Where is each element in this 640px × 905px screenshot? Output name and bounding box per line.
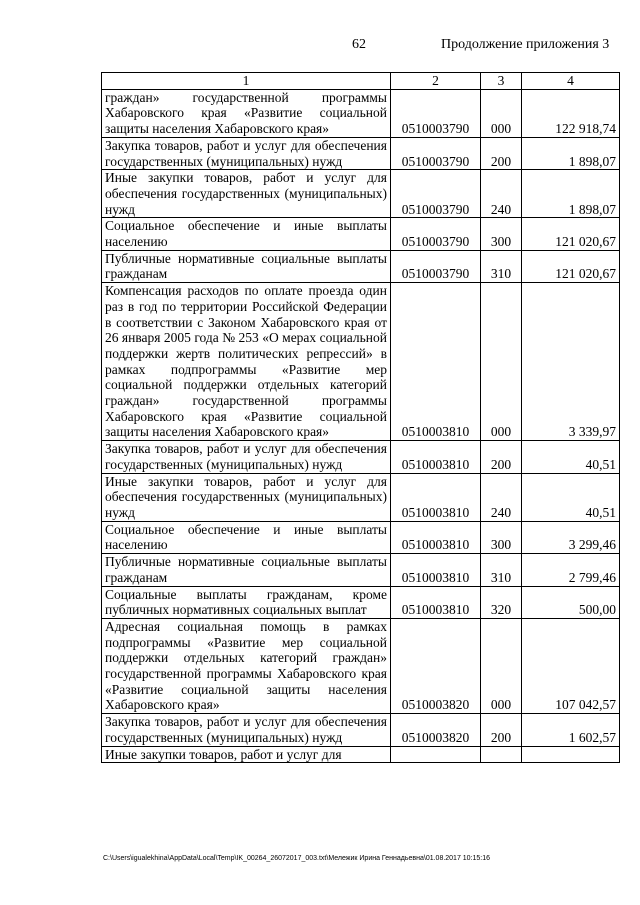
page-number: 62 bbox=[352, 37, 366, 52]
expense-type-cell: 300 bbox=[481, 218, 522, 250]
amount-cell: 122 918,74 bbox=[522, 89, 620, 137]
expense-type-cell: 000 bbox=[481, 89, 522, 137]
target-code-cell: 0510003810 bbox=[391, 586, 481, 618]
expense-type-cell bbox=[481, 746, 522, 763]
expense-type-cell: 310 bbox=[481, 250, 522, 282]
description-cell: Компенсация расходов по оплате проезда один раз в год по территории Российской Федерации в соответствии с Законом Хабаровского края от 26 января 2005 года № 253 «О мерах социальной поддержки жертв политических репрессий» в рамках подпрограммы «Развитие мер социальной поддержки отдельных категорий граждан» государственной программы Хабаровского края «Развитие социальной защиты населения Хабаровского края» bbox=[102, 283, 391, 441]
budget-table bbox=[101, 72, 620, 763]
amount-cell: 1 602,57 bbox=[522, 714, 620, 746]
table-row bbox=[102, 170, 620, 218]
target-code-cell: 0510003790 bbox=[391, 250, 481, 282]
expense-type-cell: 240 bbox=[481, 170, 522, 218]
table-row bbox=[102, 250, 620, 282]
description-cell: Адресная социальная помощь в рамках подпрограммы «Развитие мер социальной поддержки отдельных категорий граждан» государственной программы Хабаровского края «Развитие социальной защиты населения Хабаровского края» bbox=[102, 618, 391, 713]
target-code-cell: 0510003820 bbox=[391, 714, 481, 746]
expense-type-cell: 310 bbox=[481, 554, 522, 586]
target-code-cell: 0510003810 bbox=[391, 473, 481, 521]
amount-cell bbox=[522, 746, 620, 763]
description-cell: Публичные нормативные социальные выплаты гражданам bbox=[102, 554, 391, 586]
table-row bbox=[102, 473, 620, 521]
expense-type-cell: 200 bbox=[481, 137, 522, 169]
amount-cell: 500,00 bbox=[522, 586, 620, 618]
expense-type-cell: 200 bbox=[481, 714, 522, 746]
description-cell: Иные закупки товаров, работ и услуг для обеспечения государственных (муниципальных) нужд bbox=[102, 170, 391, 218]
table-row bbox=[102, 89, 620, 137]
table-row bbox=[102, 746, 620, 763]
description-cell: Социальное обеспечение и иные выплаты населению bbox=[102, 218, 391, 250]
table-row bbox=[102, 283, 620, 441]
table-row bbox=[102, 218, 620, 250]
target-code-cell: 0510003810 bbox=[391, 441, 481, 473]
description-cell: Иные закупки товаров, работ и услуг для bbox=[102, 746, 391, 763]
table-row bbox=[102, 586, 620, 618]
table-row bbox=[102, 441, 620, 473]
target-code-cell: 0510003810 bbox=[391, 521, 481, 553]
description-cell: граждан» государственной программы Хабаровского края «Развитие социальной защиты населения Хабаровского края» bbox=[102, 89, 391, 137]
amount-cell: 1 898,07 bbox=[522, 137, 620, 169]
amount-cell: 40,51 bbox=[522, 441, 620, 473]
table-row bbox=[102, 521, 620, 553]
column-header: 4 bbox=[522, 73, 620, 90]
amount-cell: 2 799,46 bbox=[522, 554, 620, 586]
appendix-label: Продолжение приложения 3 bbox=[441, 37, 610, 52]
target-code-cell: 0510003810 bbox=[391, 283, 481, 441]
expense-type-cell: 240 bbox=[481, 473, 522, 521]
table-row bbox=[102, 714, 620, 746]
description-cell: Публичные нормативные социальные выплаты гражданам bbox=[102, 250, 391, 282]
expense-type-cell: 300 bbox=[481, 521, 522, 553]
amount-cell: 107 042,57 bbox=[522, 618, 620, 713]
column-header: 1 bbox=[102, 73, 391, 90]
description-cell: Закупка товаров, работ и услуг для обеспечения государственных (муниципальных) нужд bbox=[102, 714, 391, 746]
expense-type-cell: 000 bbox=[481, 618, 522, 713]
amount-cell: 3 299,46 bbox=[522, 521, 620, 553]
table-row bbox=[102, 618, 620, 713]
amount-cell: 3 339,97 bbox=[522, 283, 620, 441]
target-code-cell: 0510003790 bbox=[391, 170, 481, 218]
expense-type-cell: 000 bbox=[481, 283, 522, 441]
target-code-cell: 0510003790 bbox=[391, 89, 481, 137]
table-row bbox=[102, 137, 620, 169]
description-cell: Закупка товаров, работ и услуг для обеспечения государственных (муниципальных) нужд bbox=[102, 137, 391, 169]
table-row bbox=[102, 554, 620, 586]
target-code-cell bbox=[391, 746, 481, 763]
target-code-cell: 0510003820 bbox=[391, 618, 481, 713]
amount-cell: 121 020,67 bbox=[522, 250, 620, 282]
amount-cell: 121 020,67 bbox=[522, 218, 620, 250]
target-code-cell: 0510003810 bbox=[391, 554, 481, 586]
description-cell: Социальное обеспечение и иные выплаты населению bbox=[102, 521, 391, 553]
description-cell: Иные закупки товаров, работ и услуг для обеспечения государственных (муниципальных) нужд bbox=[102, 473, 391, 521]
amount-cell: 1 898,07 bbox=[522, 170, 620, 218]
table-header-row bbox=[102, 73, 620, 90]
column-header: 3 bbox=[481, 73, 522, 90]
target-code-cell: 0510003790 bbox=[391, 218, 481, 250]
description-cell: Социальные выплаты гражданам, кроме публичных нормативных социальных выплат bbox=[102, 586, 391, 618]
expense-type-cell: 320 bbox=[481, 586, 522, 618]
column-header: 2 bbox=[391, 73, 481, 90]
file-path-footer: C:\Users\igualekhina\AppData\Local\Temp\IK_00264_26072017_003.txt\Мележик Ирина Геннадьевна\01.08.2017 10:15:16 bbox=[103, 855, 491, 862]
expense-type-cell: 200 bbox=[481, 441, 522, 473]
table-body bbox=[102, 89, 620, 763]
target-code-cell: 0510003790 bbox=[391, 137, 481, 169]
amount-cell: 40,51 bbox=[522, 473, 620, 521]
description-cell: Закупка товаров, работ и услуг для обеспечения государственных (муниципальных) нужд bbox=[102, 441, 391, 473]
